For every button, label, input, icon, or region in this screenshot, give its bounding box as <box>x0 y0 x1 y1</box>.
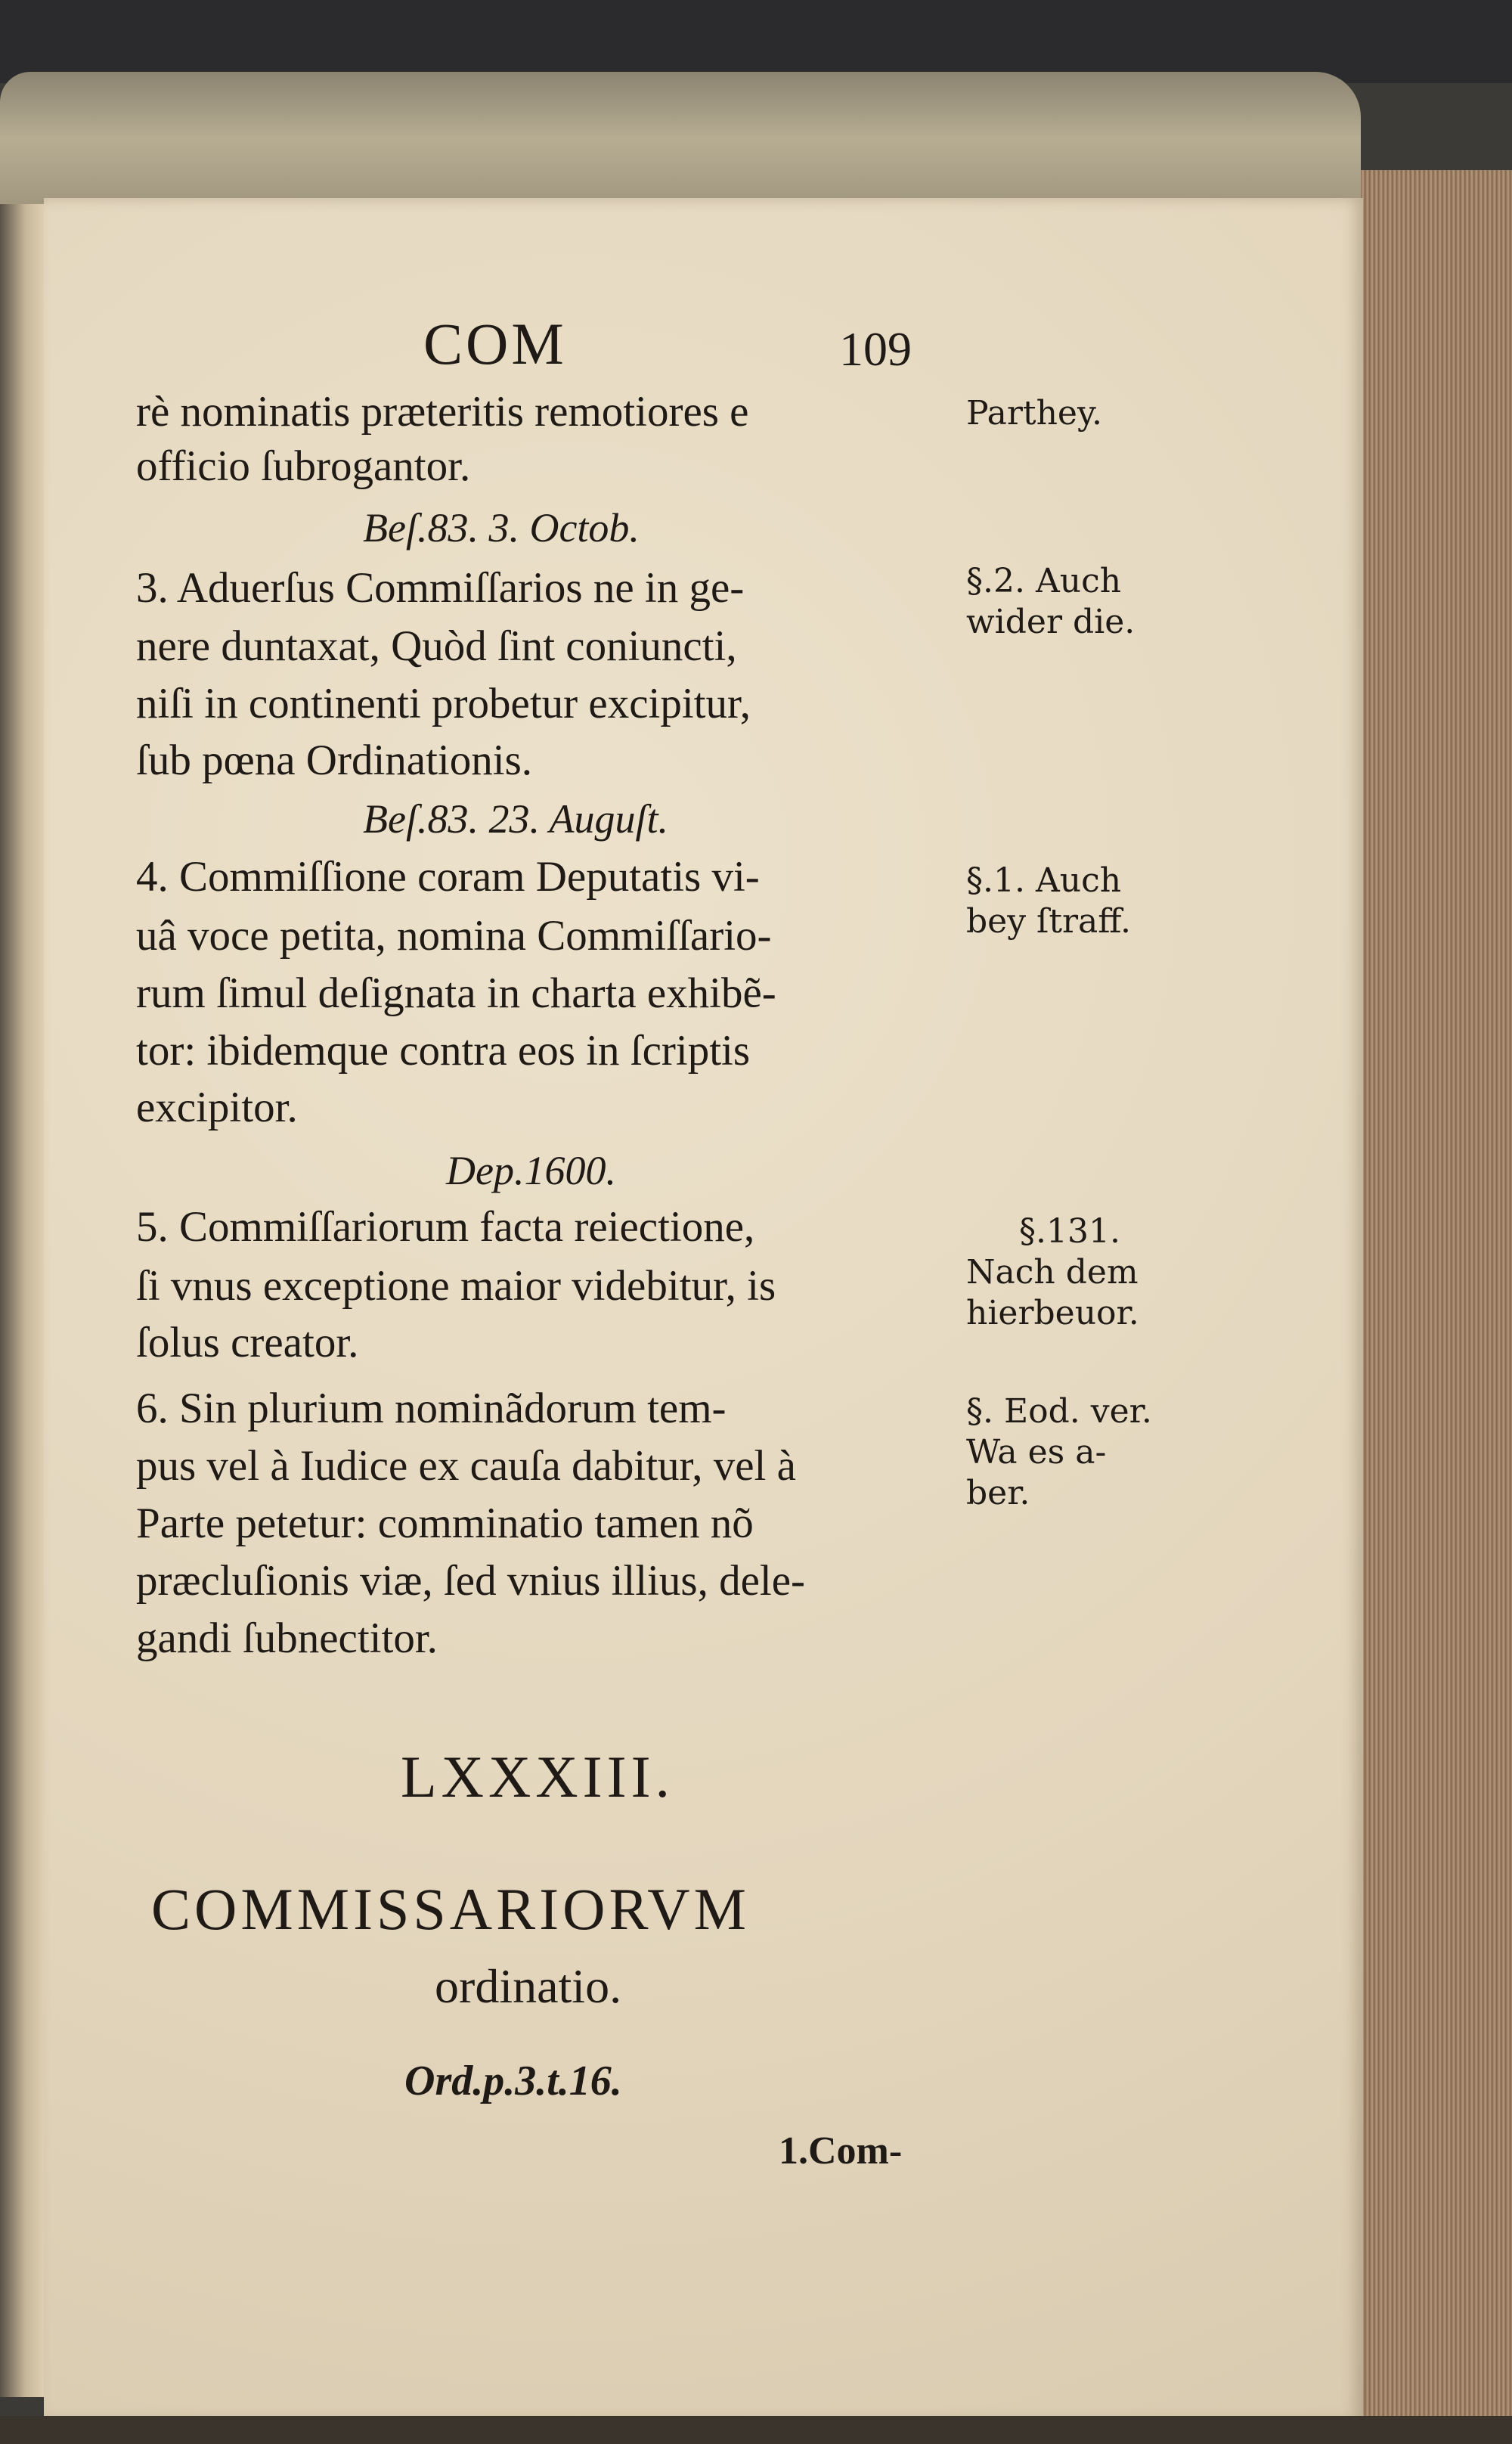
margin-note <box>966 1391 1152 1514</box>
section-subtitle: ordinatio. <box>435 1959 622 2013</box>
body-line: officio ſubrogantor. <box>136 442 471 490</box>
margin-note-line: §.2. Auch <box>966 562 1122 600</box>
background-bottom <box>0 2416 1512 2444</box>
margin-note <box>966 561 1135 643</box>
margin-note-line: Wa es a- <box>966 1433 1107 1472</box>
body-line: præcluſionis viæ, ſed vnius illius, dele- <box>136 1557 806 1605</box>
body-line: uâ voce petita, nomina Commiſſario- <box>136 912 772 960</box>
body-line: 4. Commiſſione coram Deputatis vi- <box>136 853 760 901</box>
body-line: ſi vnus exceptione maior videbitur, is <box>136 1262 776 1310</box>
background-top <box>0 0 1512 83</box>
margin-note <box>966 861 1131 942</box>
body-line: 5. Commiſſariorum facta reiectione, <box>136 1203 755 1251</box>
body-line: 6. Sin plurium nominãdorum tem- <box>136 1385 727 1432</box>
body-line: ſolus creator. <box>136 1319 359 1366</box>
body-line: Parte petetur: comminatio tamen nõ <box>136 1500 754 1547</box>
catchword: 1.Com- <box>779 2129 903 2173</box>
margin-note-line: wider die. <box>966 603 1136 641</box>
facing-page-edge <box>0 204 47 2397</box>
body-line: ſub pœna Ordinationis. <box>136 737 533 784</box>
margin-note-line: §.131. <box>1019 1212 1120 1251</box>
page-fore-edge <box>1361 170 1512 2416</box>
section-number: LXXXIII. <box>401 1744 675 1810</box>
margin-note-line: bey ſtraff. <box>966 902 1131 941</box>
reference-line: Dep.1600. <box>446 1148 616 1193</box>
body-line: 3. Aduerſus Commiſſarios ne in ge- <box>136 564 745 612</box>
body-line: niſi in continenti probetur excipitur, <box>136 680 751 727</box>
body-line: rum ſimul deſignata in charta exhibẽ- <box>136 969 776 1017</box>
section-title: COMMISSARIORVM <box>151 1876 750 1942</box>
margin-note <box>966 1211 1139 1334</box>
page-number: 109 <box>839 322 912 376</box>
margin-note-line: Parthey. <box>966 394 1102 433</box>
body-line: gandi ſubnectitor. <box>136 1614 438 1662</box>
margin-note-line: ber. <box>966 1474 1030 1512</box>
reference-line: Beſ.83. 3. Octob. <box>363 505 640 551</box>
margin-note-line: §. Eod. ver. <box>966 1392 1152 1431</box>
body-line: excipitor. <box>136 1084 298 1131</box>
margin-note-line: hierbeuor. <box>966 1294 1139 1332</box>
body-line: tor: ibidemque contra eos in ſcriptis <box>136 1027 751 1075</box>
ordinance-reference: Ord.p.3.t.16. <box>404 2058 622 2104</box>
running-head: COM <box>423 311 567 377</box>
margin-note-line: Nach dem <box>966 1253 1139 1292</box>
margin-note <box>966 393 1102 434</box>
body-line: pus vel à Iudice ex cauſa dabitur, vel à <box>136 1442 796 1490</box>
reference-line: Beſ.83. 23. Auguſt. <box>363 796 668 842</box>
body-line: nere duntaxat, Quòd ſint coniuncti, <box>136 622 737 670</box>
margin-note-line: §.1. Auch <box>966 861 1122 900</box>
body-line: rè nominatis præteritis remotiores e <box>136 388 749 436</box>
